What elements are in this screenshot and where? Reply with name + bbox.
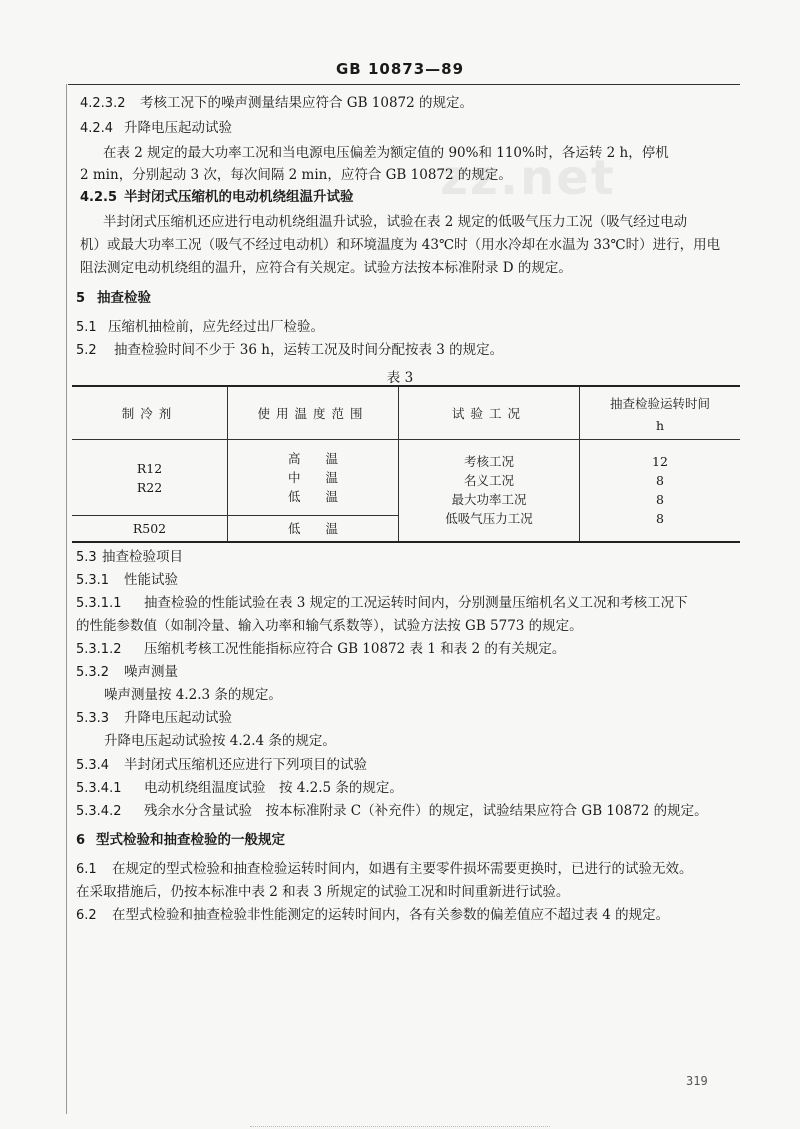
hours-assessment: 12 (652, 454, 668, 470)
clause-line (76, 548, 183, 567)
paragraph-line (103, 144, 669, 162)
header-refrigerant: 制冷剂 (121, 406, 178, 421)
clause-text: 抽查检验 (97, 290, 151, 306)
hours-nominal: 8 (656, 473, 664, 489)
clause-text: 在型式检验和抽查检验非性能测定的运转时间内，各有关参数的偏差值应不超过表 4 的规定。 (112, 907, 670, 923)
clause-text: 考核工况下的噪声测量结果应符合 GB 10872 的规定。 (140, 95, 474, 111)
temp-low: 低 温 (287, 489, 338, 504)
paragraph-text: 在表 2 规定的最大功率工况和当电源电压偏差为额定值的 90%和 110%时，各运转 2 h，停机 (103, 145, 669, 161)
clause-line (76, 906, 669, 925)
clause-text: 噪声测量 (124, 664, 178, 680)
clause-number: 4.2.4 (80, 121, 114, 136)
clause-line (76, 802, 708, 821)
clause-number: 6.1 (76, 862, 97, 877)
clause-number: 5.3.1.2 (76, 642, 122, 657)
left-margin-rule (66, 84, 67, 1114)
cell-refrigerants-r12-r22 (72, 440, 228, 516)
paragraph-text: 在采取措施后，仍按本标准中表 2 和表 3 所规定的试验工况和时间重新进行试验。 (76, 884, 570, 900)
clause-line (76, 318, 324, 337)
clause-text: 残余水分含量试验 按本标准附录 C（补充件）的规定，试验结果应符合 GB 10872 的规定。 (144, 803, 708, 819)
clause-number: 5.3.3 (76, 711, 110, 726)
clause-line (76, 594, 688, 613)
header-run-time (580, 386, 741, 440)
clause-text: 抽查检验时间不少于 36 h，运转工况及时间分配按表 3 的规定。 (114, 342, 504, 358)
clause-text: 抽查检验的性能试验在表 3 规定的工况运转时间内，分别测量压缩机名义工况和考核工况下 (144, 595, 688, 611)
clause-number: 5.3.4.2 (76, 804, 122, 819)
clause-text: 在规定的型式检验和抽查检验运转时间内，如遇有主要零件损坏需要更换时，已进行的试验无效。 (112, 861, 693, 877)
refrigerant-r502: R502 (132, 520, 167, 536)
paragraph-text: 升降电压起动试验按 4.2.4 条的规定。 (104, 733, 336, 749)
table-3-caption: 表 3 (386, 370, 414, 386)
clause-line (76, 779, 403, 798)
condition-low-suction: 低吸气压力工况 (445, 511, 533, 527)
clause-line (80, 188, 354, 207)
clause-line (80, 119, 232, 138)
clause-text: 性能试验 (124, 572, 178, 588)
paragraph-line (104, 732, 336, 750)
clause-number: 5.3.4 (76, 758, 110, 773)
paragraph-line (76, 617, 583, 635)
watermark: zz.net (440, 150, 616, 206)
clause-line (76, 860, 693, 879)
clause-number: 6.2 (76, 908, 97, 923)
paragraph-line (80, 236, 720, 254)
clause-number: 6 (76, 833, 86, 848)
clause-number: 5.3 (76, 550, 97, 565)
paragraph-text: 的性能参数值（如制冷量、输入功率和输气系数等），试验方法按 GB 5773 的规定。 (76, 618, 583, 634)
header-test-condition: 试验工况 (399, 386, 580, 440)
clause-number: 4.2.3.2 (80, 96, 126, 111)
condition-nominal: 名义工况 (463, 473, 514, 489)
clause-line (76, 756, 367, 775)
bottom-rule (250, 1126, 550, 1127)
page-header: GB 10873—89 (335, 60, 465, 78)
table-3 (72, 385, 740, 543)
cell-temperature-ranges (228, 440, 399, 516)
condition-max-power: 最大功率工况 (451, 492, 527, 508)
temp-high: 高 温 (287, 451, 338, 466)
clause-text: 升降电压起动试验 (124, 710, 232, 726)
clause-text: 电动机绕组温度试验 按 4.2.5 条的规定。 (144, 780, 403, 796)
hours-low-suction: 8 (656, 511, 664, 527)
clause-text: 抽查检验项目 (102, 549, 183, 565)
temp-low-r502: 低 温 (228, 516, 399, 542)
header-temperature-range: 使用温度范围 (228, 386, 399, 440)
clause-number: 4.2.5 (80, 190, 118, 205)
paragraph-line (103, 213, 687, 231)
clause-number: 5.2 (76, 343, 97, 358)
header-run-time-unit: h (655, 417, 665, 433)
clause-text: 半封闭式压缩机的电动机绕组温升试验 (124, 189, 354, 205)
clause-number: 5.3.1.1 (76, 596, 122, 611)
paragraph-text: 噪声测量按 4.2.3 条的规定。 (104, 687, 282, 703)
cell-test-conditions (399, 440, 580, 542)
clause-line (80, 94, 473, 113)
clause-text: 半封闭式压缩机还应进行下列项目的试验 (124, 757, 367, 773)
paragraph-text: 机）或最大功率工况（吸气不经过电动机）和环境温度为 43℃时（用水冷却在水温为 33℃时）进行，用电 (80, 237, 721, 253)
paragraph-text: 2 min，分别起动 3 次，每次间隔 2 min，应符合 GB 10872 的规定。 (80, 167, 512, 183)
temp-medium: 中 温 (287, 470, 338, 485)
paragraph-line (76, 883, 569, 901)
cell-run-hours (580, 440, 741, 542)
paragraph-line (104, 686, 282, 704)
clause-text: 压缩机抽检前，应先经过出厂检验。 (108, 319, 324, 335)
clause-line (76, 709, 232, 728)
page-number: 319 (686, 1074, 708, 1088)
refrigerant-r22: R22 (136, 479, 163, 495)
paragraph-text: 半封闭式压缩机还应进行电动机绕组温升试验，试验在表 2 规定的低吸气压力工况（吸气经过电动 (103, 214, 688, 230)
clause-text: 型式检验和抽查检验的一般规定 (96, 832, 285, 848)
paragraph-line (80, 166, 512, 184)
clause-text: 升降电压起动试验 (124, 120, 232, 136)
clause-number: 5.3.2 (76, 665, 110, 680)
refrigerant-r12: R12 (136, 460, 163, 476)
paragraph-text: 阻法测定电动机绕组的温升，应符合有关规定。试验方法按本标准附录 D 的规定。 (80, 260, 572, 276)
hours-max-power: 8 (656, 492, 664, 508)
paragraph-line (80, 259, 572, 277)
clause-text: 压缩机考核工况性能指标应符合 GB 10872 表 1 和表 2 的有关规定。 (144, 641, 566, 657)
clause-number: 5 (76, 291, 86, 306)
header-run-time-label: 抽查检验运转时间 (609, 395, 710, 411)
clause-line (76, 571, 178, 590)
clause-line (76, 640, 565, 659)
clause-line (76, 341, 503, 360)
header-rule (68, 84, 740, 85)
clause-number: 5.3.1 (76, 573, 110, 588)
clause-line (76, 663, 178, 682)
clause-line (76, 289, 151, 308)
clause-number: 5.1 (76, 320, 97, 335)
condition-assessment: 考核工况 (463, 454, 514, 470)
clause-number: 5.3.4.1 (76, 781, 122, 796)
clause-line (76, 831, 285, 850)
